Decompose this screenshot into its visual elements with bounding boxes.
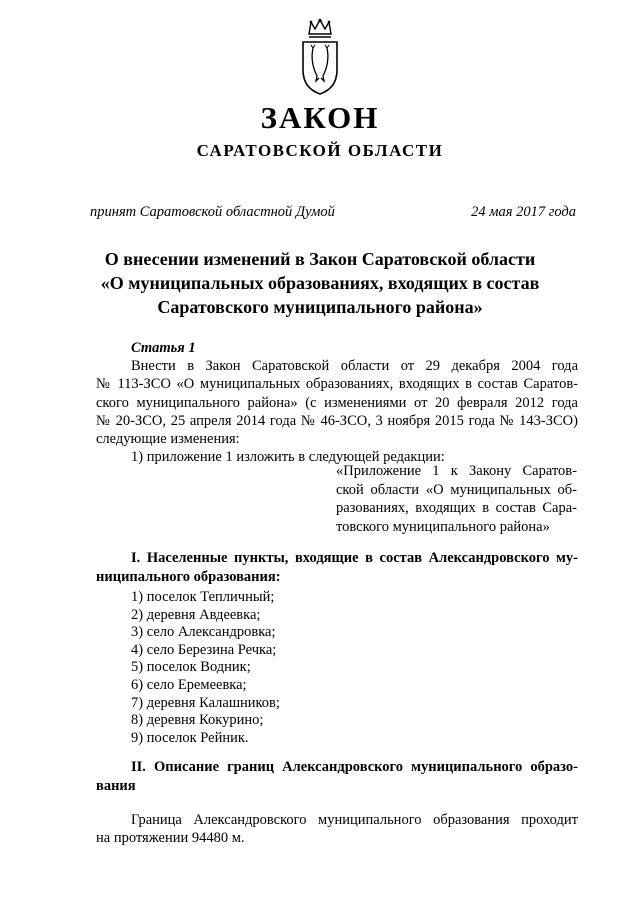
- region-title: САРАТОВСКОЙ ОБЛАСТИ: [196, 141, 444, 160]
- section-heading-line: I. Населенные пункты, входящие в состав Александровского му-: [131, 550, 578, 566]
- section-heading-line: II. Описание границ Александровского муниципального образо-: [131, 759, 578, 775]
- adopted-by: принят Саратовской областной Думой: [90, 204, 335, 220]
- section-heading-line: ниципального образования:: [96, 569, 281, 585]
- section-heading: [96, 549, 578, 587]
- appendix-line: разованиях, входящих в состав Сара-: [336, 500, 577, 516]
- adoption-date: 24 мая 2017 года: [471, 204, 576, 220]
- list-item: 2) деревня Авдеевка;: [131, 606, 261, 623]
- list-item: 9) поселок Рейник.: [131, 729, 249, 746]
- list-item: 1) поселок Тепличный;: [131, 589, 275, 605]
- list-item: 6) село Еремеевка;: [131, 676, 247, 693]
- paragraph-line: Внести в Закон Саратовской области от 29 декабря 2004 года: [131, 358, 578, 374]
- appendix-line: ской области «О муниципальных об-: [336, 481, 577, 498]
- list-item: 8) деревня Кокурино;: [131, 712, 264, 729]
- document-heading-line: Саратовского муниципального района»: [157, 297, 483, 317]
- appendix-line: товского муниципального района»: [336, 518, 550, 535]
- document-heading: [40, 247, 600, 319]
- section-heading-line: вания: [96, 778, 136, 794]
- amendment-item: 1) приложение 1 изложить в следующей редакции:: [131, 449, 445, 466]
- list-item: 3) село Александровка;: [131, 624, 276, 641]
- article-label: Статья 1: [131, 340, 196, 356]
- appendix-line: «Приложение 1 к Закону Саратов-: [336, 463, 577, 479]
- list-item: 7) деревня Калашников;: [131, 694, 280, 711]
- settlement-list: [131, 589, 280, 747]
- section-heading: [96, 758, 578, 796]
- list-item: 5) поселок Водник;: [131, 659, 251, 676]
- paragraph-line: следующие изменения:: [96, 431, 240, 448]
- saratov-coat-of-arms-icon: [299, 18, 341, 96]
- paragraph-line: на протяжении 94480 м.: [96, 830, 245, 847]
- section-paragraph: [96, 811, 578, 848]
- list-item: 4) село Березина Речка;: [131, 641, 277, 658]
- paragraph-line: № 20-ЗСО, 25 апреля 2014 года № 46-ЗСО, 3 ноября 2015 года № 143-ЗСО): [96, 412, 578, 429]
- article-paragraph: [96, 357, 578, 467]
- paragraph-line: ского муниципального района» (с изменениями от 20 февраля 2012 года: [96, 394, 578, 411]
- document-heading-line: О внесении изменений в Закон Саратовской области: [104, 249, 536, 269]
- document-heading-line: «О муниципальных образованиях, входящих в состав: [100, 273, 540, 293]
- paragraph-line: Граница Александровского муниципального образования проходит: [131, 812, 578, 828]
- paragraph-line: № 113-ЗСО «О муниципальных образованиях, входящих в состав Саратов-: [96, 376, 578, 393]
- law-title: ЗАКОН: [260, 100, 380, 135]
- appendix-reference: [336, 462, 577, 536]
